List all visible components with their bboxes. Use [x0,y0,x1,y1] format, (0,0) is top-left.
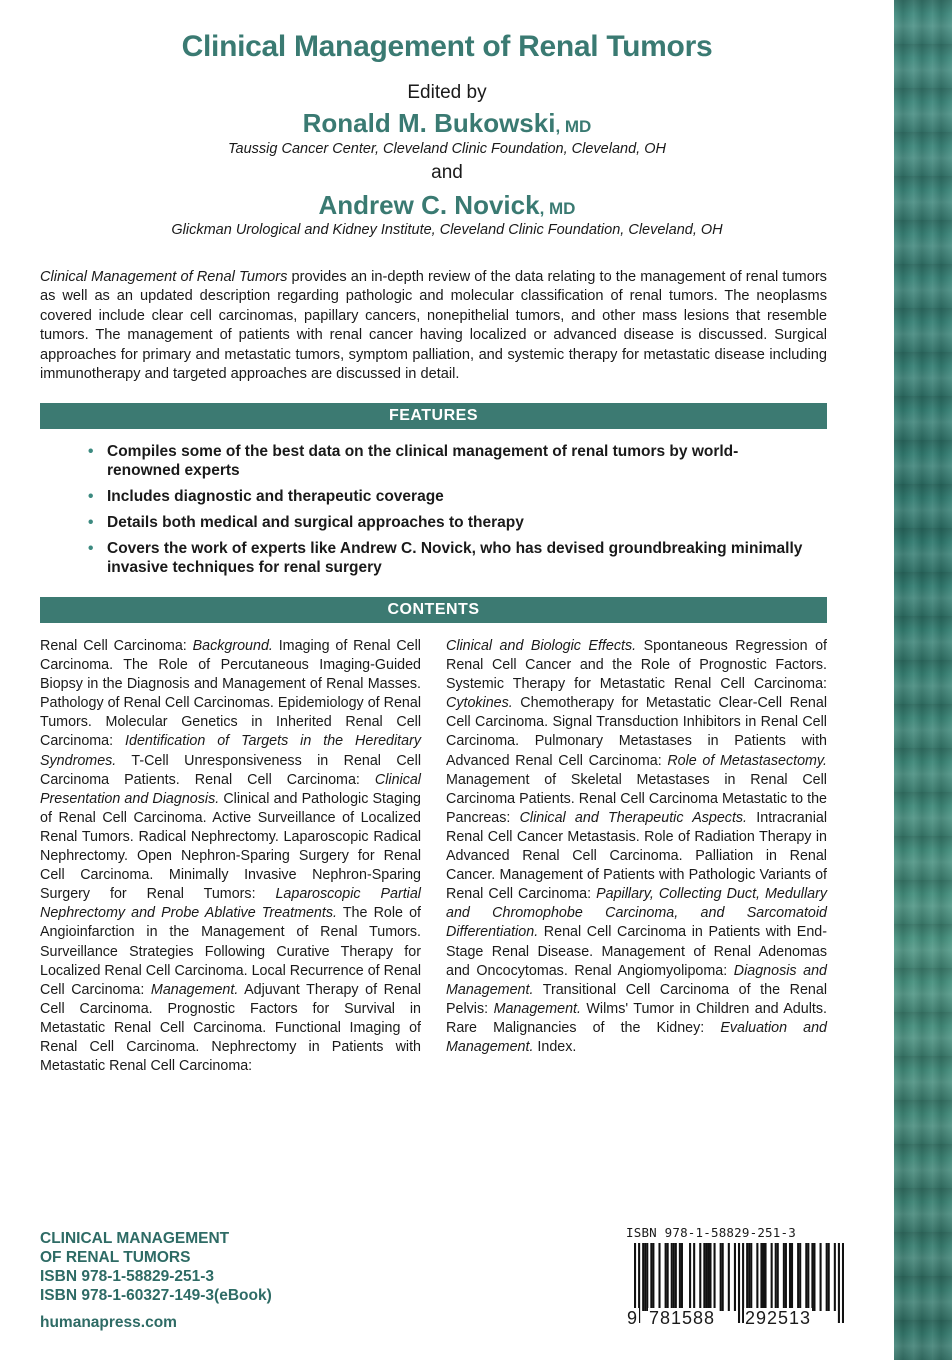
barcode-bar [820,1243,822,1311]
barcode-bar [807,1243,809,1311]
barcode-bar [667,1243,669,1311]
contents-text-run: Spontaneous Regression of Renal Cell Cancer and the Role of Prognostic Factors. Systemic Therapy for Metastatic Renal Cell Carcinoma: [446,638,828,693]
barcode-bar [722,1243,724,1311]
barcode-bar [705,1243,707,1311]
footer-isbn-print: ISBN 978-1-58829-251-3 [40,1268,215,1285]
editor2-name [0,190,894,221]
barcode-bar [720,1243,722,1311]
feature-item: • Details both medical and surgical approaches to therapy [88,513,808,532]
barcode-bar [673,1243,675,1311]
contents-text-run: Clinical and Pathologic Staging of Renal Cell Carcinoma. Active Surveillance of Localized Renal Tumors. Radical Nephrectomy. Laparoscopic Radical Nephrectomy. Open Nephron-Sparing Surgery for Renal Cell Carcinoma. Minimally Invasive Nephron-Sparing Surgery for Renal Tumors: [40,790,421,903]
contents-text-run: The Role of Angioinfarction in the Management of Renal Tumors. Surveillance Strategies Following Curative Therapy for Localized Renal Cell Carcinoma. Local Recurrence of Renal Cell Carcinoma: [40,905,421,998]
contents-italic-run: Evaluation and Management. [446,1019,828,1055]
barcode-bar [777,1243,779,1311]
contents-italic-run: Background. [192,638,273,654]
contents-column-right [446,637,827,1057]
barcode-bar [826,1243,828,1311]
barcode-bar [775,1243,777,1311]
barcode-bar [703,1243,705,1311]
description-paragraph [40,268,827,384]
contents-italic-run: Papillary, Collecting Duct, Medullary and Chromophobe Carcinoma, and Sarcomatoid Differentiation. [446,886,827,941]
barcode-bar [699,1243,701,1311]
barcode-bar [762,1243,764,1311]
contents-text-run: Index. [533,1038,577,1055]
barcode-bar [644,1243,646,1311]
contents-italic-run: Clinical and Therapeutic Aspects. [519,809,748,826]
editor1-name [0,108,894,139]
barcode-bar [707,1243,709,1311]
feature-item: • Covers the work of experts like Andrew C. Novick, who has devised groundbreaking minimally invasive techniques for renal surgery [88,539,808,577]
contents-heading: CONTENTS [40,597,827,623]
barcode-bar [785,1243,787,1311]
contents-text-run: Adjuvant Therapy of Renal Cell Carcinoma. Prognostic Factors for Survival in Metastatic Renal Cell Carcinoma. Functional Imaging of Renal Cell Carcinoma. Nephrectomy in Patients with Metastatic Renal Cell Carcinoma: [40,981,421,1075]
barcode-bar [728,1243,730,1311]
contents-text-run: Renal Cell Carcinoma in Patients with End-Stage Renal Disease. Management of Renal Adenomas and Oncocytomas. Renal Angiomyolipoma: [446,924,827,979]
barcode-bar [791,1243,793,1311]
barcode-bar [756,1243,758,1311]
publisher-url: humanapress.com [40,1314,177,1331]
barcode-bar [789,1243,791,1311]
barcode-bar [842,1243,844,1323]
contents-text-run: Imaging of Renal Cell Carcinoma. The Role of Percutaneous Imaging-Guided Biopsy in the Diagnosis and Management of Renal Masses. Pathology of Renal Cell Carcinomas. Epidemiology of Renal Tumors. Molecular Genetics in Inherited Renal Cell Carcinoma: [40,638,421,750]
contents-italic-run: Role of Metastasectomy. [667,752,827,769]
barcode-bar [652,1243,654,1311]
barcode-bar [671,1243,673,1311]
barcode-bar [689,1243,691,1311]
barcode-bar [834,1243,836,1311]
barcode-bar [783,1243,785,1311]
feature-item: • Includes diagnostic and therapeutic coverage [88,487,808,506]
barcode-bar [675,1243,677,1311]
editor1-degree: , MD [555,117,592,136]
book-title: Clinical Management of Renal Tumors [181,30,713,63]
feature-item: • Compiles some of the best data on the clinical management of renal tumors by world-renowned experts [88,442,808,480]
contents-italic-run: Laparoscopic Partial Nephrectomy and Probe Ablative Treatments. [40,886,421,922]
spine-teal-strip [894,0,952,1360]
contents-text-run: Management of Skeletal Metastases in Renal Cell Carcinoma Patients. Renal Cell Carcinoma Metastatic to the Pancreas: [446,771,827,826]
barcode-bar [738,1243,740,1323]
barcode-digit-first: 9 [627,1308,639,1328]
barcode-digits-left: 781588 [649,1308,716,1328]
barcode-bar [709,1243,711,1311]
footer-book-info [40,1229,272,1332]
features-heading: FEATURES [40,403,827,429]
contents-text-run: Wilms' Tumor in Children and Adults. Rare Malignancies of the Kidney: [446,1000,827,1036]
editor2-name-text: Andrew C. Novick [318,190,540,220]
barcode-bar [693,1243,695,1311]
editor1-name-text: Ronald M. Bukowski [302,108,556,138]
footer-title-line1: CLINICAL MANAGEMENT [40,1230,230,1247]
editor2-affiliation: Glickman Urological and Kidney Institute, Cleveland Clinic Foundation, Cleveland, OH [171,222,723,238]
barcode-bar [658,1243,660,1311]
contents-text-run: Renal Cell Carcinoma: [40,638,193,654]
contents-italic-run: Diagnosis and Management. [446,962,827,998]
contents-text-run: Intracranial Renal Cell Cancer Metastasis. Role of Radiation Therapy in Advanced Renal Cell Carcinoma. Palliation in Renal Cancer. Management of Patients with Pathologic Variants of Renal Cell Carcinoma: [446,809,828,903]
barcode-bar [681,1243,683,1311]
barcode-bar [642,1243,644,1311]
contents-italic-run: Management. [493,1000,581,1017]
footer-title-line2: OF RENAL TUMORS [40,1249,191,1266]
barcode-bar [771,1243,773,1311]
barcode-bar [838,1243,840,1323]
edited-by-label: Edited by [407,82,487,103]
barcode-bar [650,1243,652,1311]
isbn-barcode [626,1225,844,1340]
barcode-bar [813,1243,815,1311]
barcode-isbn-label: ISBN 978-1-58829-251-3 [626,1225,796,1240]
contents-column-left [40,637,421,1076]
barcode-bar [665,1243,667,1311]
barcode-bar [750,1243,752,1311]
features-list [88,442,808,584]
contents-italic-run: Identification of Targets in the Hereditary Syndromes. [40,733,421,769]
editor2-degree: , MD [539,199,576,218]
barcode-bar [748,1243,750,1311]
and-label: and [431,162,463,183]
barcode-bar [760,1243,762,1311]
contents-italic-run: Clinical Presentation and Diagnosis. [40,771,421,807]
barcode-bar [714,1243,716,1311]
contents-text-run: T-Cell Unresponsiveness in Renal Cell Carcinoma Patients. Renal Cell Carcinoma: [40,752,421,788]
contents-italic-run: Management. [150,981,239,998]
contents-text-run: Transitional Cell Carcinoma of the Renal Pelvis: [446,981,827,1017]
barcode-bar [811,1243,813,1311]
description-book-title: Clinical Management of Renal Tumors [40,269,288,285]
contents-text-run: Chemotherapy for Metastatic Clear-Cell Renal Cell Carcinoma. Signal Transduction Inhibitors in Renal Cell Carcinoma. Pulmonary Metastases in Patients with Advanced Renal Cell Carcinoma: [446,695,827,769]
barcode-bar [805,1243,807,1311]
barcode-bar [646,1243,648,1311]
barcode-digits-right: 292513 [745,1308,812,1328]
description-text: provides an in-depth review of the data relating to the management of renal tumors as well as an updated description regarding pathologic and molecular classification of renal tumors. The neoplasms covered include clear cell carcinomas, papillary cancers, nonepithelial tumors, and other mass lesions that resemble tumors. The management of patients with renal cancer having localized or advanced disease is discussed. Surgical approaches for primary and metastatic tumors, symptom palliation, and systemic therapy for metastatic disease including immunotherapy and targeted approaches are discussed in detail. [40,269,827,383]
footer-isbn-ebook: ISBN 978-1-60327-149-3(eBook) [40,1287,272,1304]
barcode-bar [764,1243,766,1311]
barcode-bar [799,1243,801,1311]
barcode-bar [797,1243,799,1311]
barcode-bar [734,1243,736,1311]
barcode-bar [679,1243,681,1311]
contents-italic-run: Clinical and Biologic Effects. [446,638,637,654]
editor1-affiliation: Taussig Cancer Center, Cleveland Clinic Foundation, Cleveland, OH [228,141,666,157]
contents-italic-run: Cytokines. [446,695,513,712]
barcode-bar [828,1243,830,1311]
